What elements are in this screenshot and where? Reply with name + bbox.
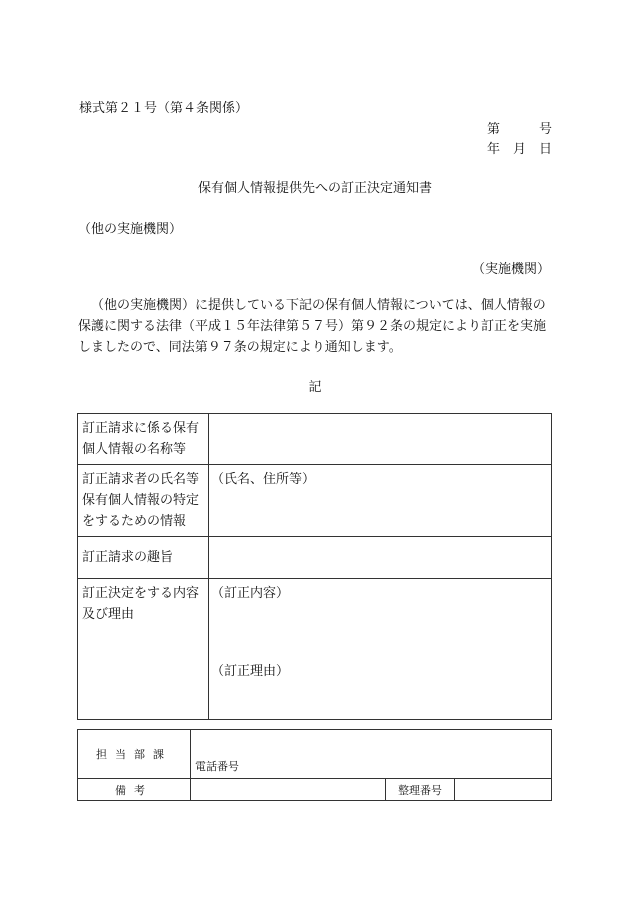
recipient: （他の実施機関） [78,222,183,237]
row-value[interactable] [209,579,552,720]
row-label: 訂正決定をする内容及び理由 [78,579,209,720]
table-row [78,730,552,779]
document-number: 第 号 [486,122,552,137]
ref-value[interactable] [455,779,552,801]
body-paragraph: （他の実施機関）に提供している下記の保有個人情報については、個人情報の保護に関する法律（平成１５年法律第５７号）第９２条の規定により訂正を実施しましたので、同法第９７条の規定により通知します。 [78,298,547,355]
row-label: 訂正請求に係る保有個人情報の名称等 [78,414,209,465]
ki-heading: 記 [308,380,322,395]
row-label: 訂正請求の趣旨 [78,537,209,579]
remarks-value[interactable] [191,779,386,801]
correction-content-label: （訂正内容） [211,586,290,601]
row-value[interactable] [209,414,552,465]
body-text [78,295,552,358]
remarks-label: 備考 [78,779,191,801]
form-number: 様式第２１号（第４条関係） [79,101,249,116]
row-value[interactable]: （氏名、住所等） [209,465,552,537]
ref-label: 整理番号 [386,779,455,801]
dept-label: 担当部課 [78,730,191,779]
sender: （実施機関） [471,262,550,277]
table-row [78,579,552,720]
document-date: 年 月 日 [486,142,552,157]
table-row [78,414,552,465]
table-row [78,537,552,579]
table-row [78,465,552,537]
row-label: 訂正請求者の氏名等保有個人情報の特定をするための情報 [78,465,209,537]
footer-table [77,729,552,801]
document-title: 保有個人情報提供先への訂正決定通知書 [197,181,432,196]
row-value[interactable] [209,537,552,579]
table-row [78,779,552,801]
correction-table [77,413,552,720]
correction-reason-label: （訂正理由） [211,664,290,679]
phone-label[interactable]: 電話番号 [191,730,552,779]
